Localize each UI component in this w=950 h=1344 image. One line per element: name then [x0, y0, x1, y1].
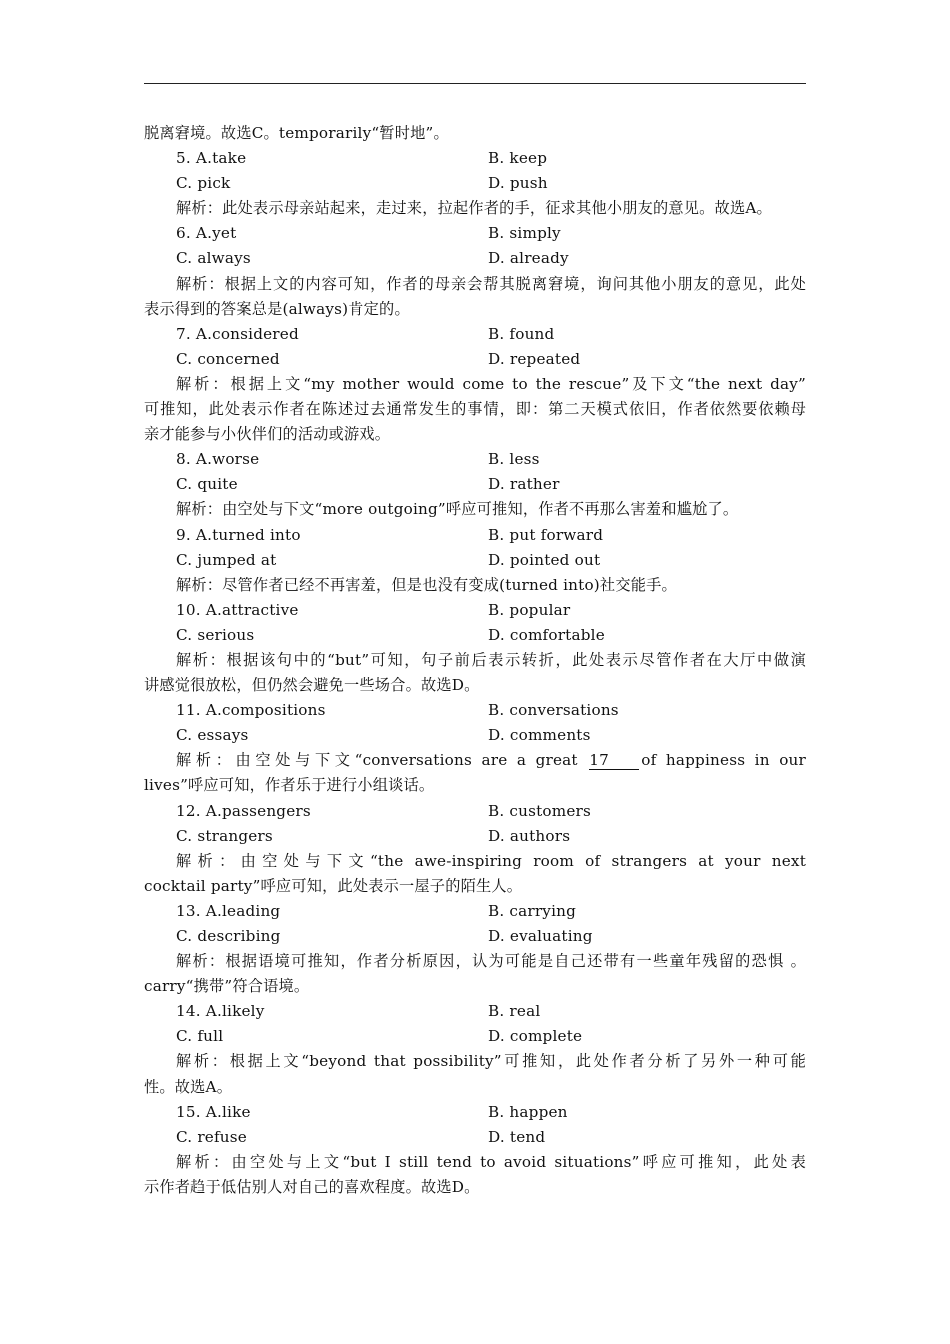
option-left: C. always	[176, 249, 251, 268]
option-left: 5. A.take	[176, 149, 247, 168]
option-right: B. happen	[488, 1102, 568, 1121]
option-right: B. real	[488, 1002, 541, 1021]
option-row	[144, 1100, 806, 1125]
text-before-blank: 解析：由空处与下文“conversations are a great	[176, 751, 578, 770]
option-right: B. conversations	[488, 701, 619, 720]
option-left: 15. A.like	[176, 1102, 251, 1121]
option-right: D. rather	[488, 475, 560, 494]
analysis-line	[144, 849, 806, 874]
continuation-line	[144, 874, 806, 899]
option-row	[144, 1024, 806, 1049]
continuation-line	[144, 1075, 806, 1100]
line-text: 解析：根据上文“my mother would come to the rescue”及下文“the next day”	[176, 374, 806, 393]
continuation-line	[144, 773, 806, 798]
line-text: 讲感觉很放松，但仍然会避免一些场合。故选D。	[144, 676, 480, 695]
option-right: D. comments	[488, 726, 591, 745]
option-right: D. tend	[488, 1127, 546, 1146]
line-text: lives”呼应可知，作者乐于进行小组谈话。	[144, 776, 435, 795]
continuation-line	[144, 121, 806, 146]
continuation-line	[144, 422, 806, 447]
option-left: 11. A.compositions	[176, 701, 326, 720]
continuation-line	[144, 974, 806, 999]
option-right: D. push	[488, 174, 548, 193]
option-row	[144, 548, 806, 573]
option-left: 6. A.yet	[176, 224, 237, 243]
option-right: B. put forward	[488, 525, 604, 544]
line-text: 示作者趋于低估别人对自己的喜欢程度。故选D。	[144, 1177, 480, 1196]
option-row	[144, 698, 806, 723]
option-row	[144, 523, 806, 548]
text-after-blank: of happiness in our	[641, 751, 806, 770]
option-row	[144, 447, 806, 472]
option-row	[144, 598, 806, 623]
line-text: 解析：由空处与上文“but I still tend to avoid situations”呼应可推知，此处表	[176, 1152, 806, 1171]
option-row	[144, 899, 806, 924]
line-text: 解析：由空处与下文“the awe-inspiring room of strangers at your next	[176, 851, 806, 870]
line-text: 解析：根据语境可推知，作者分析原因，认为可能是自己还带有一些童年残留的恐惧 。	[176, 952, 806, 971]
continuation-line	[144, 397, 806, 422]
option-left: 13. A.leading	[176, 901, 281, 920]
analysis-line	[144, 949, 806, 974]
analysis-line	[144, 573, 806, 598]
option-left: 14. A.likely	[176, 1002, 265, 1021]
option-left: C. jumped at	[176, 550, 277, 569]
analysis-line	[144, 648, 806, 673]
continuation-line	[144, 673, 806, 698]
option-right: D. already	[488, 249, 569, 268]
line-text: 亲才能参与小伙伴们的活动或游戏。	[144, 425, 391, 444]
line-text: 解析：根据该句中的“but”可知，句子前后表示转折，此处表示尽管作者在大厅中做演	[176, 650, 806, 669]
option-left: C. full	[176, 1027, 224, 1046]
option-row	[144, 246, 806, 271]
line-text	[176, 748, 806, 773]
line-text: 解析：根据上文的内容可知，作者的母亲会帮其脱离窘境，询问其他小朋友的意见，此处	[176, 274, 806, 293]
option-left: C. quite	[176, 475, 238, 494]
analysis-line	[144, 196, 806, 221]
line-text: 解析：由空处与下文“more outgoing”呼应可推知，作者不再那么害羞和尴尬了。	[176, 500, 739, 519]
option-left: 12. A.passengers	[176, 801, 311, 820]
option-left: C. concerned	[176, 349, 280, 368]
option-right: D. pointed out	[488, 550, 601, 569]
option-left: 7. A.considered	[176, 324, 299, 343]
option-row	[144, 171, 806, 196]
option-right: D. complete	[488, 1027, 583, 1046]
line-text: 解析：尽管作者已经不再害羞，但是也没有变成(turned into)社交能手。	[176, 575, 677, 594]
option-right: B. carrying	[488, 901, 577, 920]
option-row	[144, 322, 806, 347]
option-right: D. repeated	[488, 349, 581, 368]
line-text: 脱离窘境。故选C。temporarily“暂时地”。	[144, 124, 449, 142]
option-right: B. simply	[488, 224, 561, 243]
continuation-line	[144, 297, 806, 322]
option-left: 8. A.worse	[176, 450, 260, 469]
continuation-line	[144, 1175, 806, 1200]
option-right: B. found	[488, 324, 555, 343]
option-left: C. describing	[176, 927, 281, 945]
option-row	[144, 799, 806, 824]
option-left: 10. A.attractive	[176, 600, 299, 619]
option-row	[144, 472, 806, 497]
analysis-line	[144, 1049, 806, 1074]
option-right: B. popular	[488, 600, 571, 619]
option-row	[144, 824, 806, 849]
document-body	[144, 121, 806, 1200]
option-row	[144, 999, 806, 1024]
option-left: 9. A.turned into	[176, 525, 301, 544]
option-left: C. serious	[176, 625, 255, 644]
option-row	[144, 347, 806, 372]
analysis-line	[144, 272, 806, 297]
option-right: B. customers	[488, 801, 591, 820]
option-left: C. strangers	[176, 826, 273, 845]
analysis-line	[144, 497, 806, 522]
option-right: B. less	[488, 450, 540, 469]
option-right: D. authors	[488, 826, 571, 845]
option-row	[144, 1125, 806, 1150]
option-row	[144, 146, 806, 171]
line-text: 可推知，此处表示作者在陈述过去通常发生的事情，即：第二天模式依旧，作者依然要依赖母	[144, 400, 806, 419]
option-row	[144, 221, 806, 246]
analysis-line	[144, 748, 806, 773]
option-row	[144, 924, 806, 949]
line-text: cocktail party”呼应可知，此处表示一屋子的陌生人。	[144, 876, 523, 895]
option-left: C. essays	[176, 726, 249, 745]
line-text: carry“携带”符合语境。	[144, 977, 310, 996]
option-right: B. keep	[488, 149, 548, 168]
option-right: D. evaluating	[488, 927, 593, 945]
option-left: C. refuse	[176, 1127, 247, 1146]
line-text: 表示得到的答案总是(always)肯定的。	[144, 299, 410, 318]
header-rule	[144, 83, 806, 84]
analysis-line	[144, 372, 806, 397]
option-right: D. comfortable	[488, 625, 605, 644]
option-row	[144, 723, 806, 748]
line-text: 解析：根据上文“beyond that possibility”可推知，此处作者分析了另外一种可能	[176, 1052, 806, 1071]
option-left: C. pick	[176, 174, 231, 193]
line-text: 性。故选A。	[144, 1077, 233, 1096]
analysis-line	[144, 1150, 806, 1175]
option-row	[144, 623, 806, 648]
line-text: 解析：此处表示母亲站起来，走过来，拉起作者的手，征求其他小朋友的意见。故选A。	[176, 199, 772, 218]
fill-blank: 17	[589, 752, 639, 770]
